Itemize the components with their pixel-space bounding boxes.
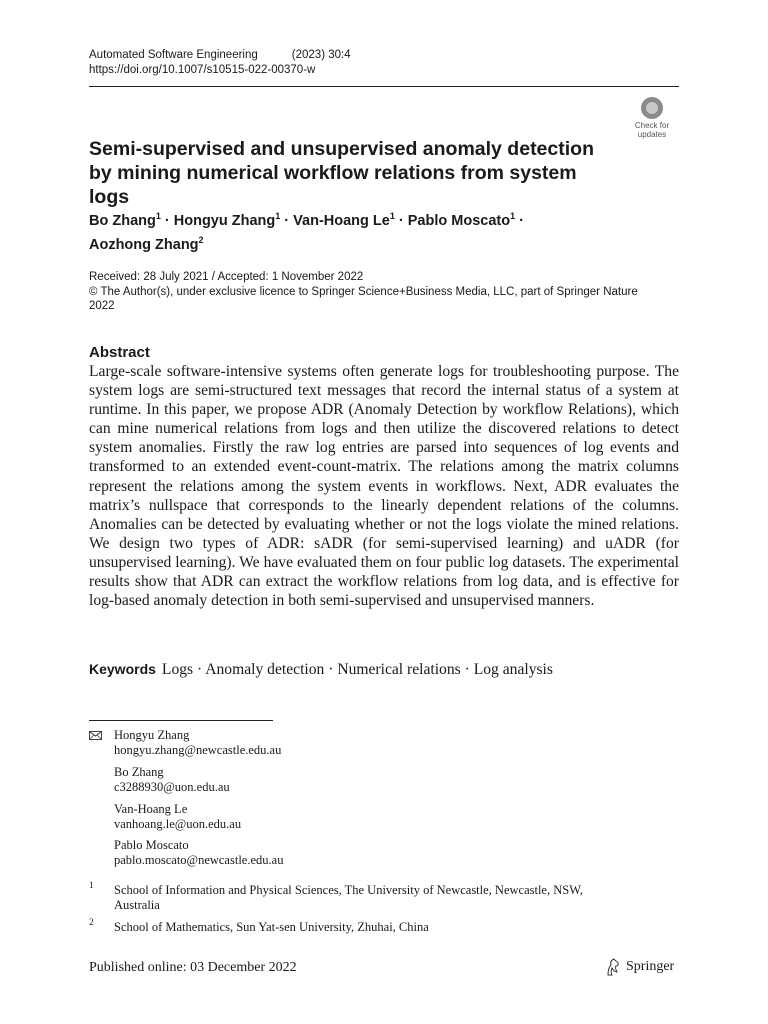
contact-block: [114, 838, 283, 867]
affiliation-line: School of Mathematics, Sun Yat-sen University, Zhuhai, China: [114, 920, 429, 934]
check-updates-icon: [641, 97, 663, 119]
footnote-divider: [89, 720, 273, 721]
author-affiliation-marker: 1: [510, 211, 516, 221]
copyright-year: 2022: [89, 300, 115, 312]
paper-title: [89, 137, 609, 209]
author-list: [89, 207, 609, 255]
author-separator: ·: [515, 213, 524, 229]
badge-label-line2: updates: [637, 130, 667, 139]
published-online: Published online: 03 December 2022: [89, 960, 297, 975]
abstract-text: Large-scale software-intensive systems often generate logs for troubleshooting purpose. The system logs are semi-structured text messages that record the internal status of a system at runtime. In this paper, we propose ADR (Anomaly Detection by workflow Relations), which can mine numerical relations from logs and then utilize the discovered relations to detect system anomalies. Firstly the raw log entries are parsed into sequences of log events and transformed to an extended event-count-matrix. The relations among the matrix columns represent the relations among the system events in workflows. Next, ADR evaluates the matrix’s nullspace that corresponds to the linearly dependent relations of the columns. Anomalies can be detected by evaluating whether or not the logs violate the mined relations. We design two types of ADR: sADR (for semi-supervised learning) and uADR (for unsupervised learning). We have evaluated them on four public log datasets. The experimental results show that ADR can extract the workflow relations from log data, and is effective for log-based anomaly detection in both semi-supervised and unsupervised manners.: [89, 363, 679, 610]
received-accepted: Received: 28 July 2021 / Accepted: 1 November 2022: [89, 271, 364, 283]
springer-horse-icon: [605, 958, 621, 976]
affiliation-text: [114, 883, 654, 912]
contact-email[interactable]: vanhoang.le@uon.edu.au: [114, 816, 242, 831]
keywords: [89, 660, 553, 679]
check-for-updates-badge[interactable]: [626, 97, 678, 143]
contact-block: [114, 802, 241, 831]
affiliation-line: Australia: [114, 897, 160, 912]
contact-name: Pablo Moscato: [114, 838, 189, 852]
abstract-heading: Abstract: [89, 344, 150, 361]
contact-email[interactable]: hongyu.zhang@newcastle.edu.au: [114, 742, 282, 757]
title-line-1: Semi-supervised and unsupervised anomaly detection: [89, 138, 594, 160]
keywords-list: Logs · Anomaly detection · Numerical relations · Log analysis: [161, 661, 553, 678]
publication-dates: [89, 270, 689, 314]
author-affiliation-marker: 1: [389, 211, 395, 221]
header-divider: [89, 86, 679, 87]
author-name: Pablo Moscato: [407, 213, 511, 229]
author-separator: ·: [160, 213, 174, 229]
badge-label-line1: Check for: [634, 121, 670, 130]
author-name: Hongyu Zhang: [173, 213, 276, 229]
journal-volume: (2023) 30:4: [291, 49, 351, 61]
author-name: Bo Zhang: [89, 213, 156, 229]
contact-name: Hongyu Zhang: [114, 728, 190, 742]
author-name: Van-Hoang Le: [293, 213, 390, 229]
keywords-label: Keywords: [89, 661, 156, 677]
contact-name: Bo Zhang: [114, 765, 164, 779]
contact-email[interactable]: pablo.moscato@newcastle.edu.au: [114, 852, 284, 867]
author-separator: ·: [394, 213, 408, 229]
doi-link[interactable]: https://doi.org/10.1007/s10515-022-00370-w: [89, 64, 316, 76]
author-separator: ·: [280, 213, 294, 229]
affiliation-text: [114, 920, 654, 935]
title-line-2: by mining numerical workflow relations from system logs: [89, 162, 577, 208]
affiliation-line: School of Information and Physical Sciences, The University of Newcastle, Newcastle, NSW,: [114, 883, 583, 897]
journal-name: Automated Software Engineering: [89, 49, 258, 61]
envelope-icon: [89, 731, 102, 740]
journal-header: [89, 48, 351, 78]
copyright-notice: © The Author(s), under exclusive licence to Springer Science+Business Media, LLC, part of Springer Nature: [89, 285, 638, 298]
contact-block: [114, 728, 281, 757]
publisher-name: Springer: [626, 959, 675, 974]
springer-logo: [605, 958, 674, 976]
contact-block: [114, 765, 230, 794]
affiliation-number: 2: [89, 918, 94, 928]
author-affiliation-marker: 1: [275, 211, 281, 221]
contact-email[interactable]: c3288930@uon.edu.au: [114, 779, 230, 794]
author-name: Aozhong Zhang: [89, 237, 199, 253]
author-affiliation-marker: 2: [198, 235, 204, 245]
contact-name: Van-Hoang Le: [114, 802, 188, 816]
affiliation-number: 1: [89, 881, 94, 891]
author-affiliation-marker: 1: [155, 211, 161, 221]
